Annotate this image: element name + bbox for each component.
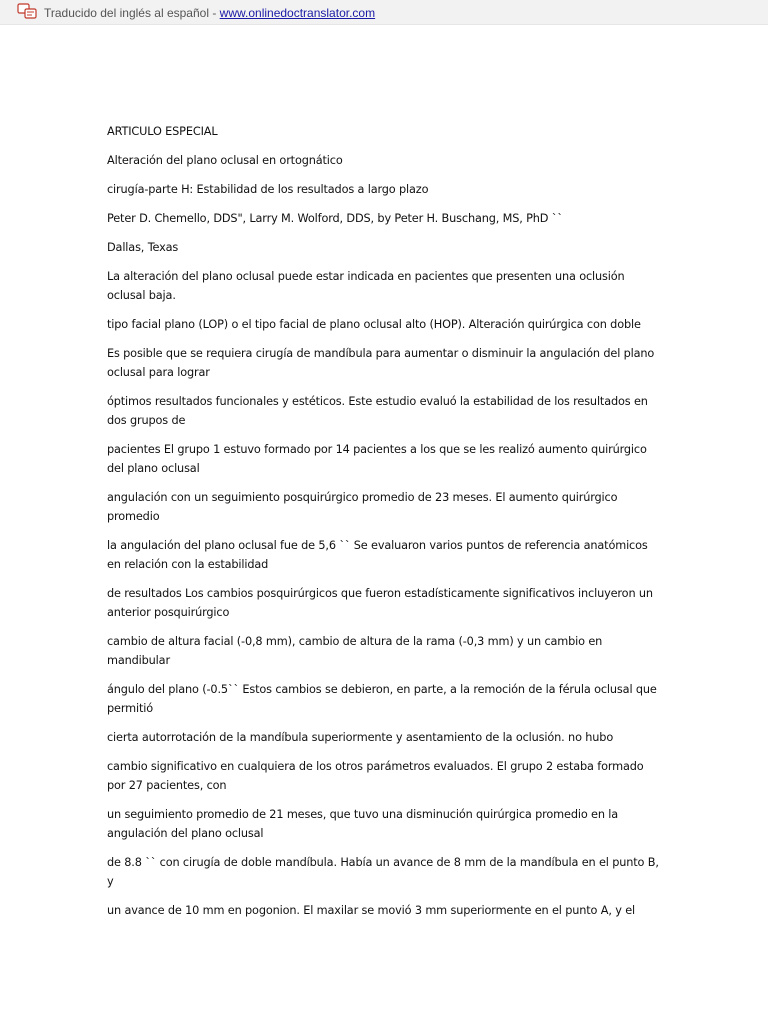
doc-paragraph: pacientes El grupo 1 estuvo formado por 14 pacientes a los que se les realizó aumento quirúrgico del plano oclusal xyxy=(107,443,647,475)
doc-paragraph: un seguimiento promedio de 21 meses, que tuvo una disminución quirúrgica promedio en la angulación del plano oclusal xyxy=(107,808,619,840)
doc-section-label: ARTICULO ESPECIAL xyxy=(107,125,218,138)
doc-location: Dallas, Texas xyxy=(107,241,179,254)
doc-paragraph: cierta autorrotación de la mandíbula superiormente y asentamiento de la oclusión. no hubo xyxy=(107,731,614,744)
doc-paragraph: cambio de altura facial (-0,8 mm), cambio de altura de la rama (-0,3 mm) y un cambio en mandibular xyxy=(107,635,603,667)
banner-prefix: Traducido del inglés al español - xyxy=(44,6,220,20)
translate-icon xyxy=(17,3,37,19)
doc-paragraph: óptimos resultados funcionales y estéticos. Este estudio evaluó la estabilidad de los resultados en dos grupos de xyxy=(107,395,648,427)
doc-paragraph: de resultados Los cambios posquirúrgicos que fueron estadísticamente significativos incluyeron un anterior posquirúrgico xyxy=(107,587,653,619)
banner-text xyxy=(44,6,375,20)
doc-paragraph: ángulo del plano (-0.5`` Estos cambios se debieron, en parte, a la remoción de la férula oclusal que permitió xyxy=(107,683,657,715)
document-body xyxy=(107,122,663,930)
doc-paragraph: un avance de 10 mm en pogonion. El maxilar se movió 3 mm superiormente en el punto A, y el xyxy=(107,904,635,917)
doc-paragraph: tipo facial plano (LOP) o el tipo facial de plano oclusal alto (HOP). Alteración quirúrgica con doble xyxy=(107,318,641,331)
doc-title-line-2: cirugía-parte H: Estabilidad de los resultados a largo plazo xyxy=(107,183,429,196)
doc-paragraph: Es posible que se requiera cirugía de mandíbula para aumentar o disminuir la angulación del plano oclusal para lograr xyxy=(107,347,655,379)
doc-paragraph: de 8.8 `` con cirugía de doble mandíbula. Había un avance de 8 mm de la mandíbula en el punto B, y xyxy=(107,856,659,888)
doc-authors: Peter D. Chemello, DDS", Larry M. Wolford, DDS, by Peter H. Buschang, MS, PhD `` xyxy=(107,212,563,225)
doc-paragraph: angulación con un seguimiento posquirúrgico promedio de 23 meses. El aumento quirúrgico promedio xyxy=(107,491,618,523)
doc-paragraph: la angulación del plano oclusal fue de 5,6 `` Se evaluaron varios puntos de referencia anatómicos en relación con la estabilidad xyxy=(107,539,648,571)
doc-paragraph: La alteración del plano oclusal puede estar indicada en pacientes que presenten una oclusión oclusal baja. xyxy=(107,270,625,302)
translation-banner xyxy=(0,0,768,25)
translator-link[interactable]: www.onlinedoctranslator.com xyxy=(219,6,376,20)
doc-title-line-1: Alteración del plano oclusal en ortognático xyxy=(107,154,343,167)
doc-paragraph: cambio significativo en cualquiera de los otros parámetros evaluados. El grupo 2 estaba formado por 27 pacientes, con xyxy=(107,760,644,792)
